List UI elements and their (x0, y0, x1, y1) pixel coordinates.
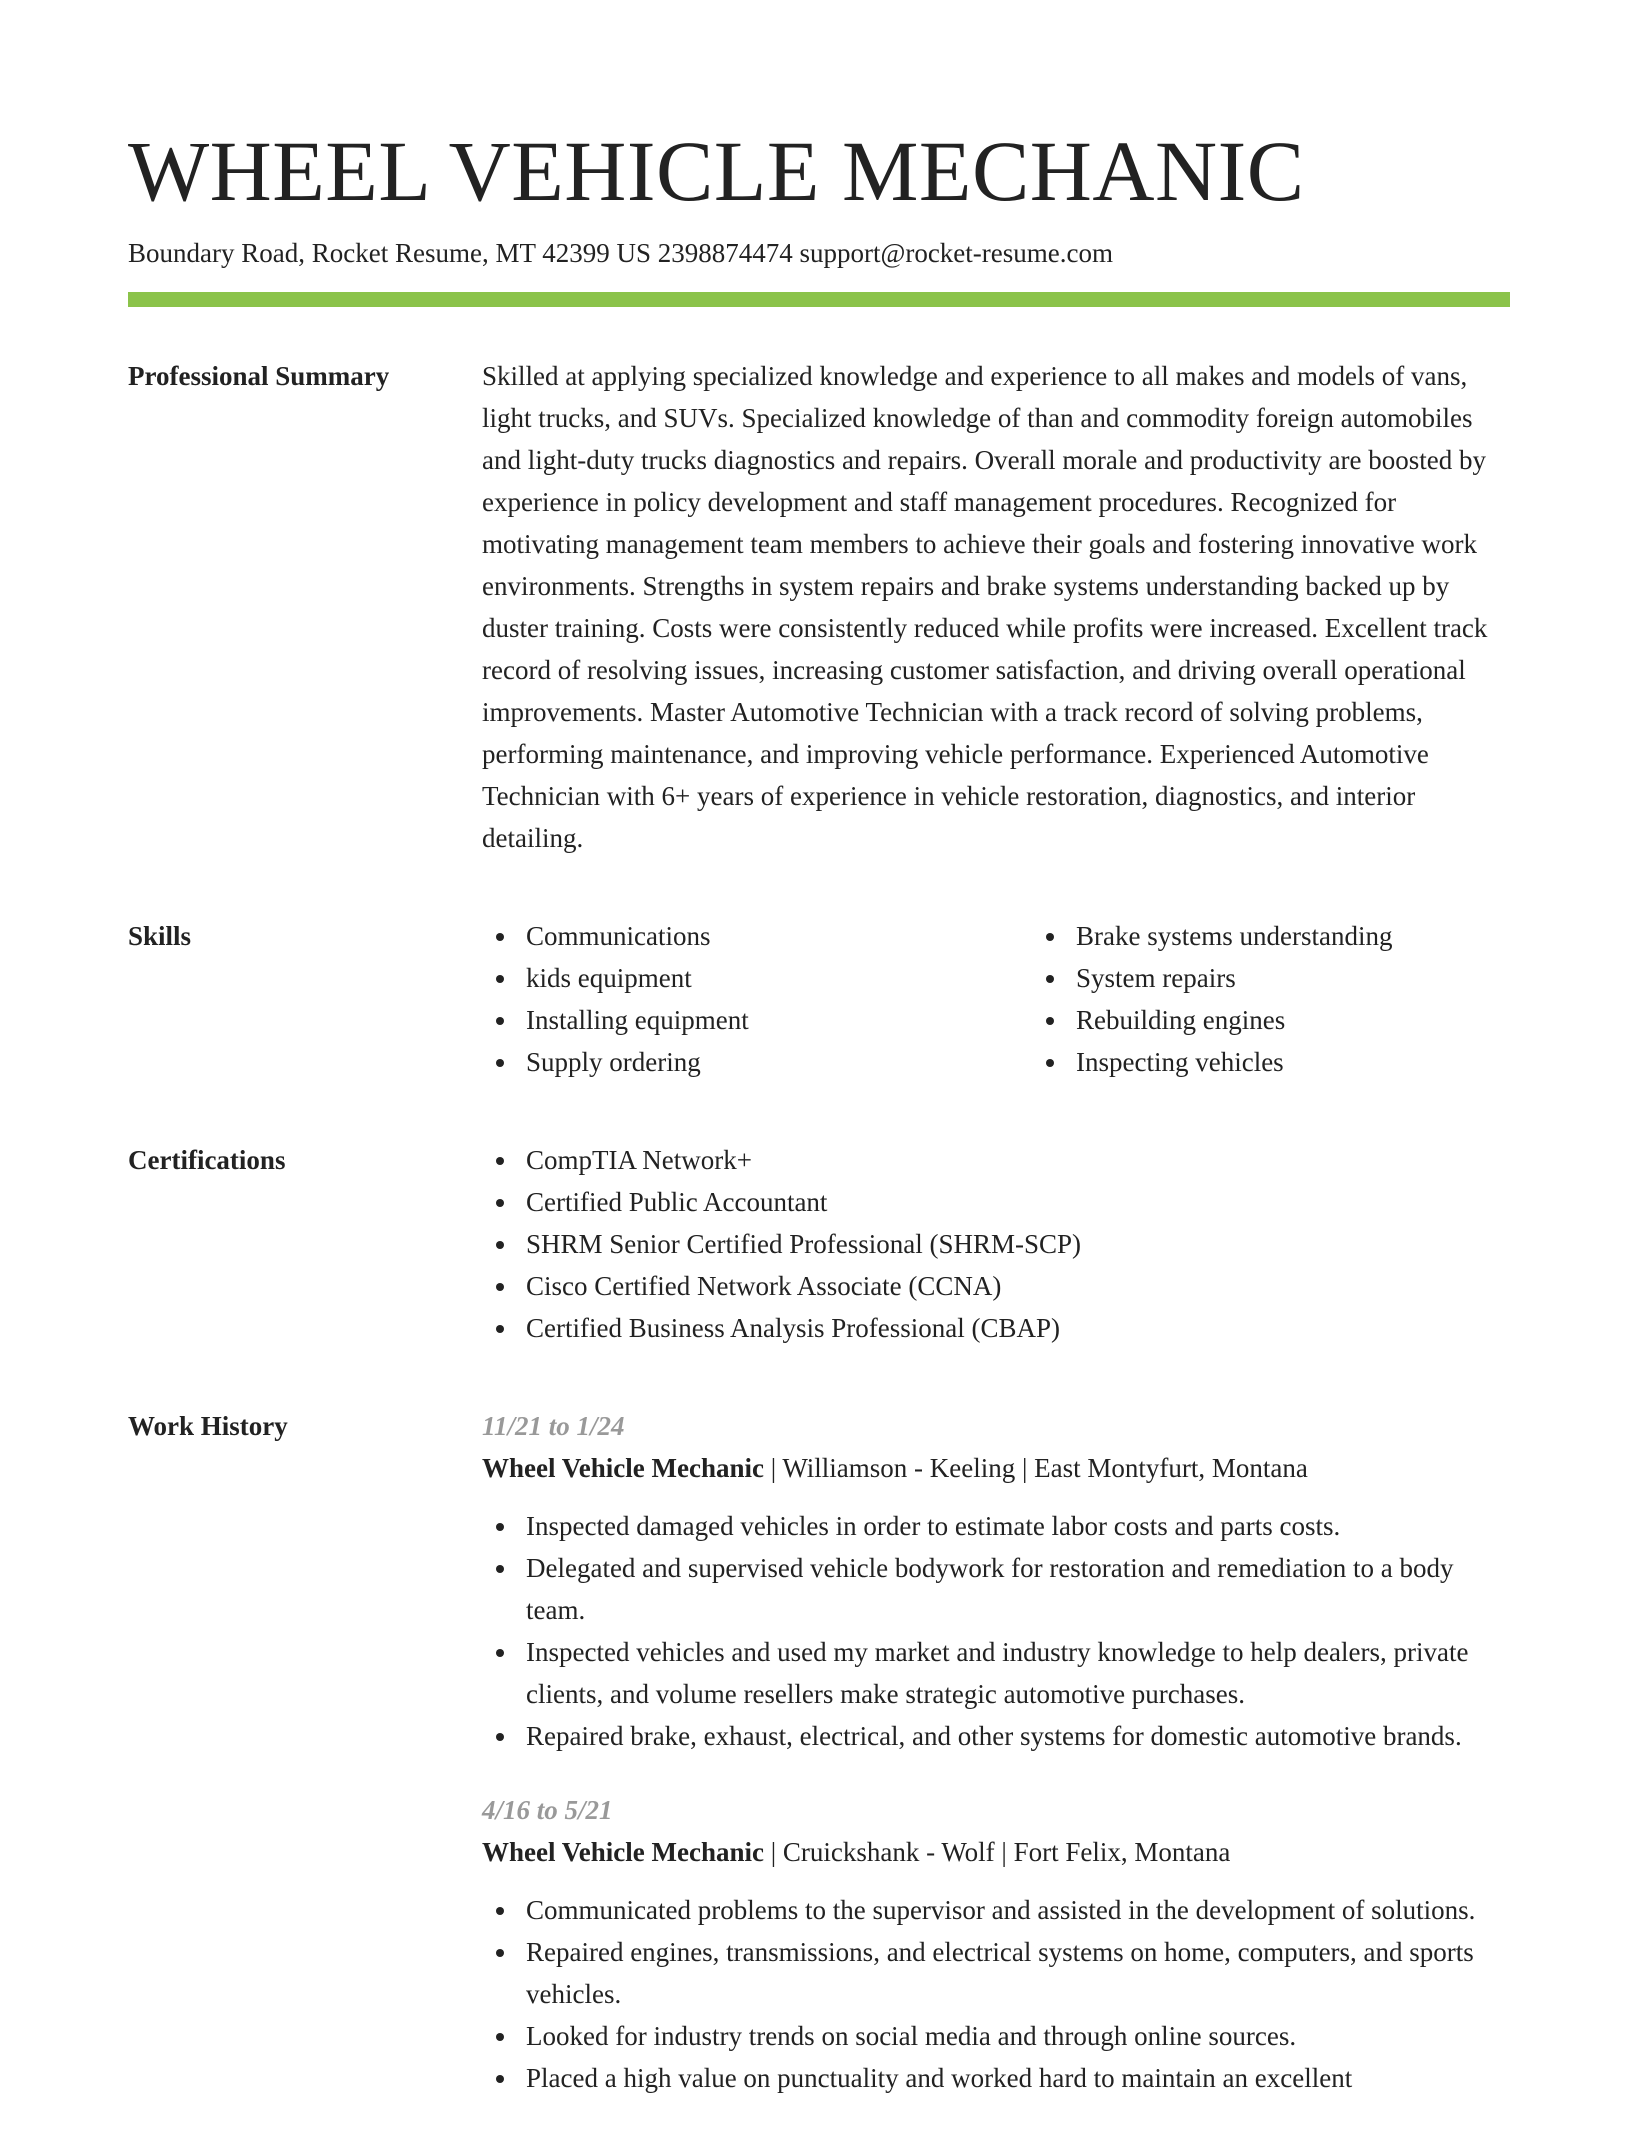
skill-item: System repairs (1076, 957, 1510, 999)
skills-list-right (1032, 915, 1510, 1083)
job-entry (482, 1789, 1510, 2099)
job-bullet: Looked for industry trends on social media and through online sources. (526, 2015, 1510, 2057)
job-details: | Cruickshank - Wolf | Fort Felix, Montana (763, 1837, 1231, 1868)
job-heading (482, 1447, 1510, 1489)
job-dates: 11/21 to 1/24 (482, 1411, 625, 1442)
skill-item: Installing equipment (526, 999, 1032, 1041)
job-bullet: Delegated and supervised vehicle bodywork for restoration and remediation to a body team. (526, 1547, 1510, 1631)
skills-section (128, 915, 1510, 1083)
section-title-certifications: Certifications (128, 1145, 286, 1176)
job-bullets (482, 1889, 1510, 2099)
job-title: Wheel Vehicle Mechanic (482, 1453, 764, 1484)
section-title-skills: Skills (128, 921, 192, 952)
job-bullets (482, 1505, 1510, 1757)
certifications-list (482, 1139, 1510, 1349)
certification-item: Cisco Certified Network Associate (CCNA) (526, 1265, 1510, 1307)
resume-name: WHEEL VEHICLE MECHANIC (128, 123, 1305, 219)
job-bullet: Communicated problems to the supervisor and assisted in the development of solutions. (526, 1889, 1510, 1931)
skill-item: Communications (526, 915, 1032, 957)
skill-item: kids equipment (526, 957, 1032, 999)
job-title: Wheel Vehicle Mechanic (482, 1837, 764, 1868)
certification-item: Certified Business Analysis Professional (CBAP) (526, 1307, 1510, 1349)
certification-item: Certified Public Accountant (526, 1181, 1510, 1223)
accent-divider (128, 292, 1510, 307)
job-entry (482, 1405, 1510, 1757)
work-history-section (128, 1405, 1510, 2131)
section-title-summary: Professional Summary (128, 361, 390, 392)
job-heading (482, 1831, 1510, 1873)
job-dates: 4/16 to 5/21 (482, 1795, 613, 1826)
skill-item: Supply ordering (526, 1041, 1032, 1083)
job-bullet: Placed a high value on punctuality and worked hard to maintain an excellent (526, 2057, 1510, 2099)
section-title-work-history: Work History (128, 1411, 288, 1442)
resume-page (128, 118, 1510, 2131)
certification-item: SHRM Senior Certified Professional (SHRM-SCP) (526, 1223, 1510, 1265)
skill-item: Brake systems understanding (1076, 915, 1510, 957)
skills-list-left (482, 915, 1032, 1083)
job-bullet: Repaired engines, transmissions, and electrical systems on home, computers, and sports vehicles. (526, 1931, 1510, 2015)
summary-section (128, 355, 1510, 859)
skill-item: Inspecting vehicles (1076, 1041, 1510, 1083)
job-bullet: Repaired brake, exhaust, electrical, and other systems for domestic automotive brands. (526, 1715, 1510, 1757)
certifications-section (128, 1139, 1510, 1349)
contact-line: Boundary Road, Rocket Resume, MT 42399 US 2398874474 support@rocket-resume.com (128, 238, 1113, 268)
summary-text: Skilled at applying specialized knowledge and experience to all makes and models of vans, light trucks, and SUVs. Specialized knowledge of than and commodity foreign automobiles and light-duty trucks diagnostics and repairs. Overall morale and productivity are boosted by experience in policy development and staff management procedures. Recognized for motivating management team members to achieve their goals and fostering innovative work environments. Strengths in system repairs and brake systems understanding backed up by duster training. Costs were consistently reduced while profits were increased. Excellent track record of resolving issues, increasing customer satisfaction, and driving overall operational improvements. Master Automotive Technician with a track record of solving problems, performing maintenance, and improving vehicle performance. Experienced Automotive Technician with 6+ years of experience in vehicle restoration, diagnostics, and interior detailing. (482, 361, 1488, 854)
job-bullet: Inspected vehicles and used my market and industry knowledge to help dealers, private clients, and volume resellers make strategic automotive purchases. (526, 1631, 1510, 1715)
skill-item: Rebuilding engines (1076, 999, 1510, 1041)
job-bullet: Inspected damaged vehicles in order to estimate labor costs and parts costs. (526, 1505, 1510, 1547)
job-details: | Williamson - Keeling | East Montyfurt, Montana (763, 1453, 1308, 1484)
certification-item: CompTIA Network+ (526, 1139, 1510, 1181)
